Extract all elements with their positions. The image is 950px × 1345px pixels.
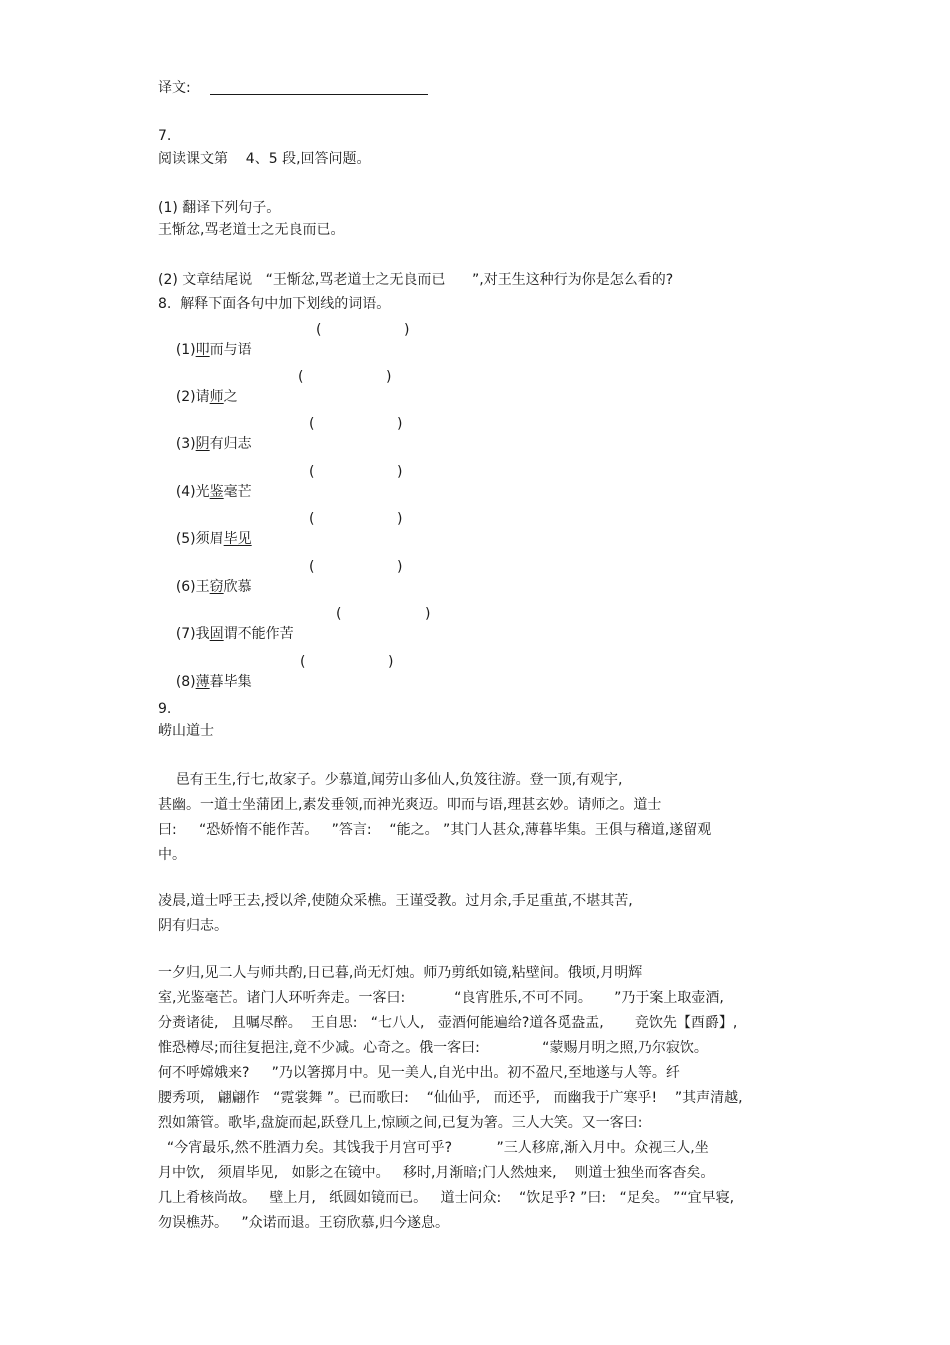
q7-number: 7. xyxy=(158,128,172,144)
answer-paren-right: ) xyxy=(404,322,410,338)
answer-paren-right: ) xyxy=(397,464,403,480)
passage-line: 曰: “恐娇惰不能作苦。 ”答言: “能之。 ”其门人甚众,薄暮毕集。王俱与稽道,遂留观 xyxy=(158,822,712,838)
underlined-word: 师 xyxy=(209,389,224,405)
answer-paren-right: ) xyxy=(425,606,431,622)
q8-item: (7)我固谓不能作苦 ( ) xyxy=(175,606,431,642)
answer-paren-left: ( xyxy=(309,559,315,575)
answer-paren-right: ) xyxy=(397,416,403,432)
q8-item: (4)光鉴毫芒 ( ) xyxy=(175,464,403,500)
passage-line: 室,光鉴毫芒。诸门人环听奔走。一客曰: “良宵胜乐,不可不同。 ”乃于案上取壶酒, xyxy=(158,990,724,1006)
underlined-word: 叩 xyxy=(195,342,210,358)
q8-item: (1)叩而与语 ( ) xyxy=(175,322,410,358)
answer-paren-left: ( xyxy=(336,606,342,622)
underlined-word: 固 xyxy=(209,626,224,642)
passage-line: 几上肴核尚故。 壁上月, 纸圆如镜而已。 道士问众: “饮足乎? ”曰: “足矣。 ”“宜早寝, xyxy=(158,1190,735,1206)
passage-line: 甚幽。一道士坐蒲团上,素发垂领,而神光爽迈。叩而与语,理甚玄妙。请师之。道士 xyxy=(158,797,662,813)
underlined-word: 薄 xyxy=(195,674,210,690)
q9-title: 崂山道士 xyxy=(158,723,214,739)
answer-paren-right: ) xyxy=(386,369,392,385)
q8-item: (5)须眉毕见 ( ) xyxy=(175,511,403,547)
passage-line: 腰秀项, 翩翩作 “霓裳舞 ”。已而歌曰: “仙仙乎, 而还乎, 而幽我于广寒乎! ”其声清越, xyxy=(158,1090,743,1106)
q7-sub1-sentence: 王惭忿,骂老道士之无良而已。 xyxy=(158,222,345,238)
passage-line: 中。 xyxy=(158,847,186,863)
passage-line: 分赉诸徒, 且嘱尽醉。 王自思: “七八人, 壶酒何能遍给?道各觅盎盂, 竞饮先【酉爵】, xyxy=(158,1015,738,1031)
answer-paren-left: ( xyxy=(309,464,315,480)
q9-number: 9. xyxy=(158,701,172,717)
translation-label: 译文: xyxy=(158,80,191,96)
passage-line: 何不呼嫦娥来? ”乃以箸掷月中。见一美人,自光中出。初不盈尺,至地遂与人等。纤 xyxy=(158,1065,680,1081)
passage-line: 阴有归志。 xyxy=(158,918,228,934)
passage-line: 邑有王生,行七,故家子。少慕道,闻劳山多仙人,负笈往游。登一顶,有观宇, xyxy=(158,772,623,788)
passage-line: “今宵最乐,然不胜酒力矣。其饯我于月宫可乎? ”三人移席,渐入月中。众视三人,坐 xyxy=(158,1140,709,1156)
q7-instruction: 阅读课文第 4、5 段,回答问题。 xyxy=(158,151,371,167)
passage-line: 勿误樵苏。 ”众诺而退。王窃欣慕,归今遂息。 xyxy=(158,1215,450,1231)
q7-sub2: (2) 文章结尾说 “王惭忿,骂老道士之无良而已 ”,对王生这种行为你是怎么看的? xyxy=(158,272,674,288)
passage-line: 惟恐樽尽;而往复挹注,竟不少减。心奇之。俄一客曰: “蒙赐月明之照,乃尔寂饮。 xyxy=(158,1040,708,1056)
answer-paren-left: ( xyxy=(309,416,315,432)
answer-paren-left: ( xyxy=(309,511,315,527)
q8-heading: 8. 解释下面各句中加下划线的词语。 xyxy=(158,296,391,312)
answer-paren-right: ) xyxy=(388,654,394,670)
q8-item: (6)王窃欣慕 ( ) xyxy=(175,559,403,595)
passage-line: 月中饮, 须眉毕见, 如影之在镜中。 移时,月渐暗;门人然烛来, 则道士独坐而客杳矣。 xyxy=(158,1165,715,1181)
underlined-word: 毕见 xyxy=(223,531,252,547)
answer-paren-right: ) xyxy=(397,511,403,527)
underlined-word: 鉴 xyxy=(209,484,224,500)
q8-item: (2)请师之 ( ) xyxy=(175,369,392,405)
answer-paren-left: ( xyxy=(300,654,306,670)
answer-paren-left: ( xyxy=(298,369,304,385)
underlined-word: 阴 xyxy=(195,436,210,452)
passage-line: 凌晨,道士呼王去,授以斧,使随众采樵。王谨受教。过月余,手足重茧,不堪其苦, xyxy=(158,893,633,909)
q8-item: (8)薄暮毕集 ( ) xyxy=(175,654,394,690)
passage-line: 烈如箫管。歌毕,盘旋而起,跃登几上,惊顾之间,已复为箸。三人大笑。又一客曰: xyxy=(158,1115,643,1131)
answer-paren-right: ) xyxy=(397,559,403,575)
q8-item: (3)阴有归志 ( ) xyxy=(175,416,403,452)
q7-sub1-label: (1) 翻译下列句子。 xyxy=(158,200,281,216)
underlined-word: 窃 xyxy=(209,579,224,595)
answer-paren-left: ( xyxy=(316,322,322,338)
passage-line: 一夕归,见二人与师共酌,日已暮,尚无灯烛。师乃剪纸如镜,粘壁间。俄顷,月明辉 xyxy=(158,965,643,981)
translation-answer-line[interactable] xyxy=(210,94,428,95)
